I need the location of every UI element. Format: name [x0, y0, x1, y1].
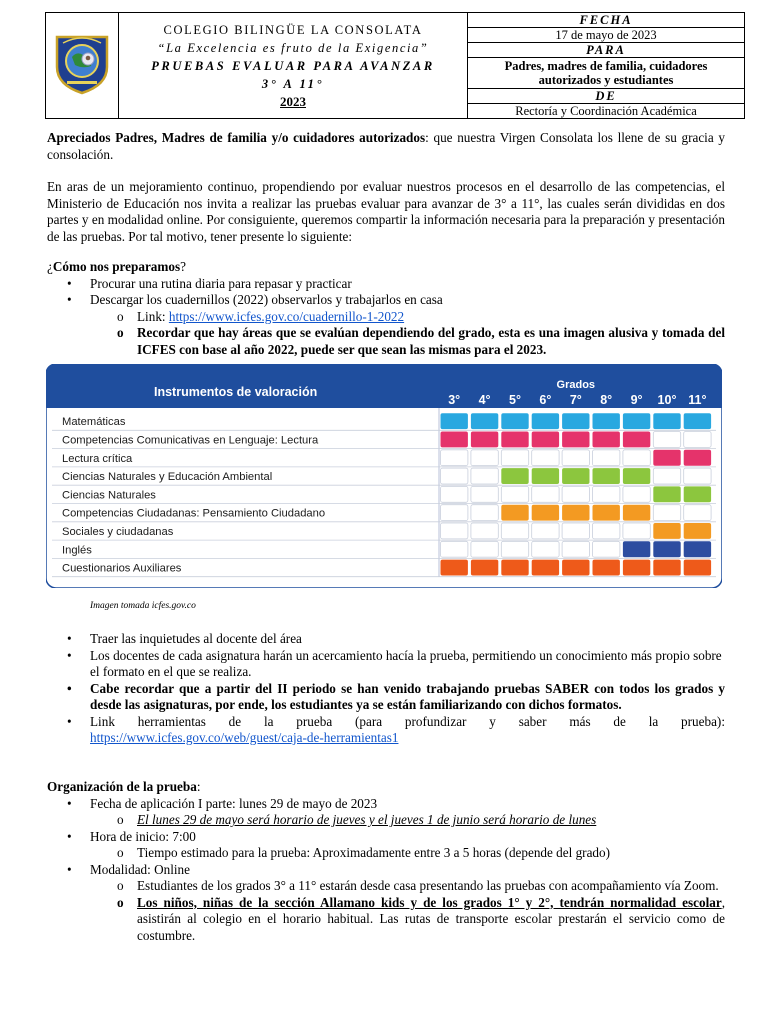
list-item: • Procurar una rutina diaria para repasar y practicar — [67, 275, 352, 291]
list-item: • Traer las inquietudes al docente del área — [67, 631, 302, 646]
list-item: • Descargar los cuadernillos (2022) observarlos y trabajarlos en casa — [67, 292, 443, 307]
test-grades: 3° A 11° — [261, 76, 325, 91]
school-title-block — [119, 13, 468, 119]
grade-cell — [684, 413, 711, 429]
list-item: o Link: https://www.icfes.gov.co/cuadernillo-1-2022 — [117, 308, 405, 324]
grade-column-label: 6° — [539, 393, 552, 407]
subject-label: Matemáticas — [62, 416, 126, 429]
grade-cell — [441, 486, 468, 502]
grade-cell — [623, 523, 650, 539]
grade-cell — [593, 486, 620, 502]
fecha-value: 17 de mayo de 2023 — [468, 28, 745, 43]
grade-cell — [653, 413, 680, 429]
grade-cell — [441, 413, 468, 429]
grade-cell — [441, 505, 468, 521]
grade-cell — [653, 523, 680, 539]
list-item: • Los docentes de cada asignatura harán un acercamiento hacía la prueba, permitiendo un conocimiento más propio sobre el formato en el que se realiza. — [67, 647, 722, 679]
grade-cell — [501, 541, 528, 557]
grade-cell — [684, 505, 711, 521]
grade-cell — [623, 560, 650, 576]
grade-cell — [501, 413, 528, 429]
grade-column-label: 7° — [569, 393, 582, 407]
grade-cell — [501, 486, 528, 502]
list-item: o El lunes 29 de mayo será horario de jueves y el jueves 1 de junio será horario de lunes — [117, 812, 597, 827]
areas-note: Recordar que hay áreas que se evalúan dependiendo del grado, esta es una imagen alusiva y tomada del ICFES con base al año 2022, puede ser que sean las mismas para el 2023. — [137, 325, 725, 357]
grade-cell — [684, 468, 711, 484]
list-item: • Cabe recordar que a partir del II periodo se han venido trabajando pruebas SABER con todos los grados y desde las asignaturas, por ende, los estudiantes ya se están familiarizando con dichos formatos. — [67, 680, 725, 712]
grade-cell — [623, 413, 650, 429]
subject-label: Competencias Comunicativas en Lenguaje: Lectura — [62, 434, 319, 447]
grade-cell — [532, 505, 559, 521]
grade-cell — [562, 468, 589, 484]
assessment-grades-table — [46, 364, 722, 588]
grade-cell — [441, 450, 468, 466]
grade-cell — [441, 560, 468, 576]
grade-cell — [501, 432, 528, 448]
subject-label: Competencias Ciudadanas: Pensamiento Ciudadano — [62, 507, 326, 520]
grade-cell — [532, 432, 559, 448]
subject-label: Ciencias Naturales y Educación Ambiental — [62, 471, 273, 484]
subject-label: Inglés — [62, 544, 92, 557]
grade-cell — [562, 523, 589, 539]
grade-cell — [441, 468, 468, 484]
cuadernillo-link[interactable]: https://www.icfes.gov.co/cuadernillo-1-2022 — [168, 308, 405, 324]
grade-column-label: 5° — [509, 393, 521, 407]
recommendations-section — [47, 631, 725, 747]
grade-cell — [593, 541, 620, 557]
grade-cell — [593, 450, 620, 466]
grade-cell — [684, 541, 711, 557]
greeting-text: : que nuestra Virgen Consolata los llene de su gracia y consolación. — [47, 130, 725, 162]
subject-label: Ciencias Naturales — [62, 489, 156, 502]
grade-cell — [441, 541, 468, 557]
grade-cell — [532, 541, 559, 557]
image-caption: Imagen tomada icfes.gov.co — [90, 601, 196, 611]
grade-cell — [653, 450, 680, 466]
grade-cell — [562, 432, 589, 448]
grade-cell — [684, 486, 711, 502]
table-title: Instrumentos de valoración — [154, 385, 318, 399]
subject-label: Lectura crítica — [62, 452, 133, 465]
grade-cell — [623, 505, 650, 521]
grade-cell — [593, 413, 620, 429]
grade-cell — [623, 541, 650, 557]
grade-cell — [441, 523, 468, 539]
grade-cell — [471, 450, 498, 466]
test-year: 2023 — [280, 93, 306, 109]
grade-cell — [684, 432, 711, 448]
list-item: • Fecha de aplicación I parte: lunes 29 de mayo de 2023 — [67, 795, 378, 811]
de-value: Rectoría y Coordinación Académica — [468, 104, 745, 119]
prep-section — [47, 259, 725, 358]
grade-cell — [501, 505, 528, 521]
list-item: o Los niños, niñas de la sección Allamano kids y de los grados 1° y 2°, tendrán normalidad escolar, asistirán al colegio en el horario habitual. Las rutas de transporte escolar prestarán el servicio como de costumbre. — [117, 894, 725, 943]
grade-cell — [471, 505, 498, 521]
fecha-label: FECHA — [468, 13, 745, 28]
grade-cell — [532, 523, 559, 539]
grade-cell — [532, 468, 559, 484]
subject-label: Cuestionarios Auxiliares — [62, 562, 182, 575]
grade-cell — [471, 560, 498, 576]
grade-column-label: 8° — [600, 393, 613, 407]
school-name: COLEGIO BILINGÜE LA CONSOLATA — [163, 22, 423, 37]
para-label: PARA — [468, 43, 745, 58]
grade-cell — [653, 468, 680, 484]
grade-cell — [532, 560, 559, 576]
letterhead — [45, 12, 745, 116]
grade-cell — [471, 468, 498, 484]
org-title: Organización de la prueba — [47, 779, 197, 794]
grade-cell — [562, 450, 589, 466]
organization-section — [47, 779, 725, 944]
grade-cell — [471, 413, 498, 429]
grade-cell — [532, 413, 559, 429]
grade-cell — [562, 413, 589, 429]
grade-cell — [684, 523, 711, 539]
grade-cell — [653, 432, 680, 448]
grade-cell — [501, 450, 528, 466]
school-logo-icon — [53, 31, 111, 95]
list-item: o Estudiantes de los grados 3° a 11° estarán desde casa presentando las pruebas con acompañamiento vía Zoom. — [117, 878, 719, 893]
grade-cell — [623, 432, 650, 448]
grade-cell — [684, 450, 711, 466]
grade-cell — [653, 560, 680, 576]
grade-cell — [562, 541, 589, 557]
grades-label: Grados — [556, 379, 596, 391]
para-value: Padres, madres de familia, cuidadores autorizados y estudiantes — [468, 58, 745, 89]
grade-column-label: 4° — [478, 393, 491, 407]
grade-cell — [593, 432, 620, 448]
grade-cell — [501, 523, 528, 539]
list-item: • Modalidad: Online — [67, 861, 190, 877]
grade-cell — [501, 468, 528, 484]
toolbox-link[interactable]: https://www.icfes.gov.co/web/guest/caja-de-herramientas1 — [90, 730, 399, 745]
grade-cell — [562, 505, 589, 521]
grade-cell — [653, 505, 680, 521]
test-name: PRUEBAS EVALUAR PARA AVANZAR — [151, 58, 435, 73]
grade-cell — [593, 505, 620, 521]
grade-cell — [623, 468, 650, 484]
grade-cell — [532, 486, 559, 502]
grade-cell — [623, 450, 650, 466]
intro-paragraph: En aras de un mejoramiento continuo, propendiendo por evaluar nuestros procesos en el desarrollo de las competencias, el Ministerio de Educación nos invita a realizar las pruebas evaluar para avanzar de 3° a 11°, las cuales serán divididas en dos partes y en modalidad online. Por consiguiente, queremos compartir la información necesaria para la preparación y presentación de las pruebas. Por tal motivo, tener presente lo siguiente: — [47, 179, 725, 244]
grade-column-label: 9° — [630, 393, 643, 407]
de-label: DE — [468, 89, 745, 104]
grade-cell — [471, 541, 498, 557]
org-heading: Organización de la prueba: — [47, 779, 201, 794]
grade-cell — [593, 523, 620, 539]
grade-cell — [471, 432, 498, 448]
list-item: • Link herramientas de la prueba (para profundizar y saber más de la prueba): https://www.icfes.gov.co/web/guest/caja-de-herramientas1 — [67, 713, 725, 745]
grade-cell — [501, 560, 528, 576]
grade-cell — [593, 468, 620, 484]
prep-title: Cómo nos preparamos — [52, 259, 181, 274]
grade-column-label: 3° — [448, 393, 461, 407]
grade-cell — [653, 486, 680, 502]
grade-column-label: 11° — [688, 393, 707, 407]
grade-cell — [441, 432, 468, 448]
grade-cell — [593, 560, 620, 576]
grade-column-label: 10° — [657, 393, 677, 407]
grade-cell — [684, 560, 711, 576]
greeting — [47, 130, 725, 163]
list-item: • Hora de inicio: 7:00 — [67, 828, 196, 844]
grade-cell — [653, 541, 680, 557]
greeting-salutation: Apreciados Padres, Madres de familia y/o cuidadores autorizados — [47, 130, 426, 145]
grade-cell — [562, 486, 589, 502]
logo-cell — [46, 13, 119, 119]
list-item: o Recordar que hay áreas que se evalúan dependiendo del grado, esta es una imagen alusiva y tomada del ICFES con base al año 2022, puede ser que sean las mismas para el 2023. — [117, 325, 725, 357]
table-header-bg — [46, 364, 722, 408]
grade-cell — [562, 560, 589, 576]
grade-cell — [471, 523, 498, 539]
list-item: o Tiempo estimado para la prueba: Aproximadamente entre 3 a 5 horas (depende del grado) — [117, 845, 611, 860]
grade-cell — [471, 486, 498, 502]
prep-heading: ¿Cómo nos preparamos? — [47, 259, 186, 274]
grade-cell — [623, 486, 650, 502]
school-motto: “La Excelencia es fruto de la Exigencia” — [157, 40, 429, 55]
subject-label: Sociales y ciudadanas — [62, 526, 174, 538]
grade-cell — [532, 450, 559, 466]
